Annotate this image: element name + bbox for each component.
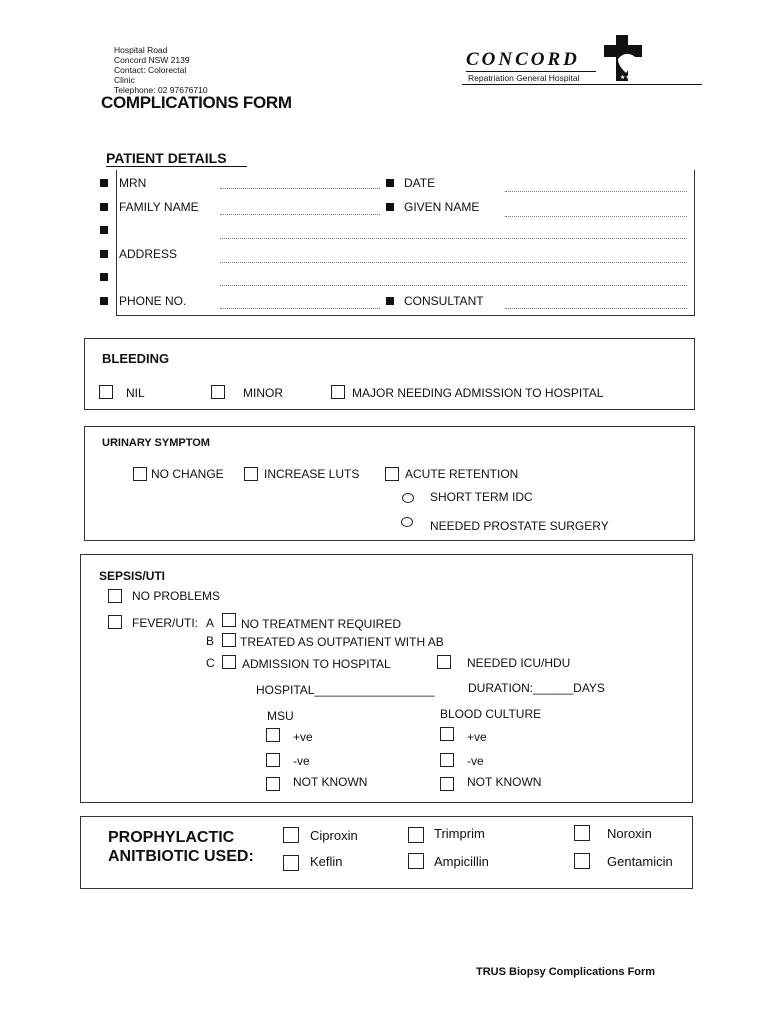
logo-name: CONCORD [466,49,580,70]
hospital-field[interactable]: HOSPITAL__________________ [256,683,435,697]
date-label: DATE [404,176,436,190]
fever-uti-checkbox[interactable] [108,615,122,629]
increase-luts-checkbox[interactable] [244,467,258,481]
msu-heading: MSU [267,709,294,723]
date-field[interactable] [505,191,687,192]
noroxin-checkbox[interactable] [574,825,590,841]
ampicillin-label: Ampicillin [434,854,489,869]
mrn-field[interactable] [220,188,380,189]
phone-field[interactable] [220,308,380,309]
address-field-line-1[interactable] [220,238,687,239]
given-name-field[interactable] [505,216,687,217]
bleeding-major-label: MAJOR NEEDING ADMISSION TO HOSPITAL [352,386,604,400]
msu-not-known-label: NOT KNOWN [293,775,368,789]
consultant-label: CONSULTANT [404,294,484,308]
bleeding-major-checkbox[interactable] [331,385,345,399]
acute-retention-label: ACUTE RETENTION [405,467,519,481]
blood-positive-checkbox[interactable] [440,727,454,741]
footer-title: TRUS Biopsy Complications Form [476,966,656,978]
gentamicin-label: Gentamicin [607,854,673,869]
short-term-idc-radio[interactable] [402,493,414,503]
family-name-label: FAMILY NAME [119,200,199,214]
svg-text:★★★: ★★★ [620,74,637,81]
cross-emblem-icon [600,33,648,83]
admission-label: ADMISSION TO HOSPITAL [242,657,391,671]
short-term-idc-label: SHORT TERM IDC [430,490,533,504]
option-c-letter: C [206,656,215,670]
msu-positive-label: +ve [293,730,313,744]
blood-positive-label: +ve [467,730,487,744]
no-problems-checkbox[interactable] [108,589,122,603]
urinary-heading: URINARY SYMPTOM [102,437,210,449]
icu-label: NEEDED ICU/HDU [467,656,571,670]
ciproxin-label: Ciproxin [310,828,358,843]
address-line: Telephone: 02 97676710 [114,85,208,95]
trimprim-label: Trimprim [434,826,485,841]
sepsis-heading: SEPSIS/UTI [99,569,166,583]
bullet-icon [100,179,108,187]
hospital-logo [462,33,652,85]
bullet-icon [386,203,394,211]
icu-checkbox[interactable] [437,655,451,669]
no-change-label: NO CHANGE [151,467,224,481]
acute-retention-checkbox[interactable] [385,467,399,481]
address-label: ADDRESS [119,247,178,261]
bleeding-minor-label: MINOR [243,386,283,400]
bleeding-minor-checkbox[interactable] [211,385,225,399]
address-field-line-2[interactable] [220,262,687,263]
gentamicin-checkbox[interactable] [574,853,590,869]
address-line: Hospital Road [114,45,168,55]
outpatient-label: TREATED AS OUTPATIENT WITH AB [240,635,444,649]
consultant-field[interactable] [505,308,687,309]
blood-not-known-label: NOT KNOWN [467,775,542,789]
blood-culture-heading: BLOOD CULTURE [440,707,542,721]
bullet-icon [386,297,394,305]
bullet-icon [100,273,108,281]
ampicillin-checkbox[interactable] [408,853,424,869]
bullet-icon [100,297,108,305]
bleeding-nil-checkbox[interactable] [99,385,113,399]
phone-label: PHONE NO. [119,294,187,308]
bullet-icon [386,179,394,187]
family-name-field[interactable] [220,214,380,215]
prostate-surgery-label: NEEDED PROSTATE SURGERY [430,519,609,533]
hospital-address [114,45,209,95]
form-title: COMPLICATIONS FORM [101,93,292,112]
bleeding-nil-label: NIL [126,386,145,400]
given-name-label: GIVEN NAME [404,200,480,214]
msu-positive-checkbox[interactable] [266,728,280,742]
prostate-surgery-radio[interactable] [401,517,413,527]
option-a-letter: A [206,616,215,630]
patient-details-heading: PATIENT DETAILS [106,150,227,166]
header-rule [462,84,702,85]
keflin-checkbox[interactable] [283,855,299,871]
logo-rule [466,71,596,72]
admission-checkbox[interactable] [222,655,236,669]
antibiotic-heading-line2: ANITBIOTIC USED: [108,848,254,865]
blood-negative-label: -ve [467,754,484,768]
bullet-icon [100,203,108,211]
antibiotic-heading-line1: PROPHYLACTIC [108,829,235,846]
bullet-icon [100,250,108,258]
no-treatment-checkbox[interactable] [222,613,236,627]
increase-luts-label: INCREASE LUTS [264,467,360,481]
msu-negative-label: -ve [293,754,310,768]
blood-negative-checkbox[interactable] [440,753,454,767]
duration-field[interactable]: DURATION:______DAYS [468,681,605,695]
no-treatment-label: NO TREATMENT REQUIRED [241,617,402,631]
patient-heading-underline [106,166,247,167]
no-problems-label: NO PROBLEMS [132,589,221,603]
mrn-label: MRN [119,176,147,190]
address-line: Contact: Colorectal Clinic [114,65,187,85]
option-b-letter: B [206,634,215,648]
bullet-icon [100,226,108,234]
keflin-label: Keflin [310,854,343,869]
logo-subtitle: Repatriation General Hospital [468,73,580,83]
noroxin-label: Noroxin [607,826,652,841]
ciproxin-checkbox[interactable] [283,827,299,843]
msu-not-known-checkbox[interactable] [266,777,280,791]
no-change-checkbox[interactable] [133,467,147,481]
msu-negative-checkbox[interactable] [266,753,280,767]
trimprim-checkbox[interactable] [408,827,424,843]
blood-not-known-checkbox[interactable] [440,777,454,791]
fever-uti-label: FEVER/UTI: [132,616,199,630]
bleeding-heading: BLEEDING [102,351,170,366]
address-line: Concord NSW 2139 [114,55,190,65]
outpatient-checkbox[interactable] [222,633,236,647]
address-field-line-3[interactable] [220,285,687,286]
